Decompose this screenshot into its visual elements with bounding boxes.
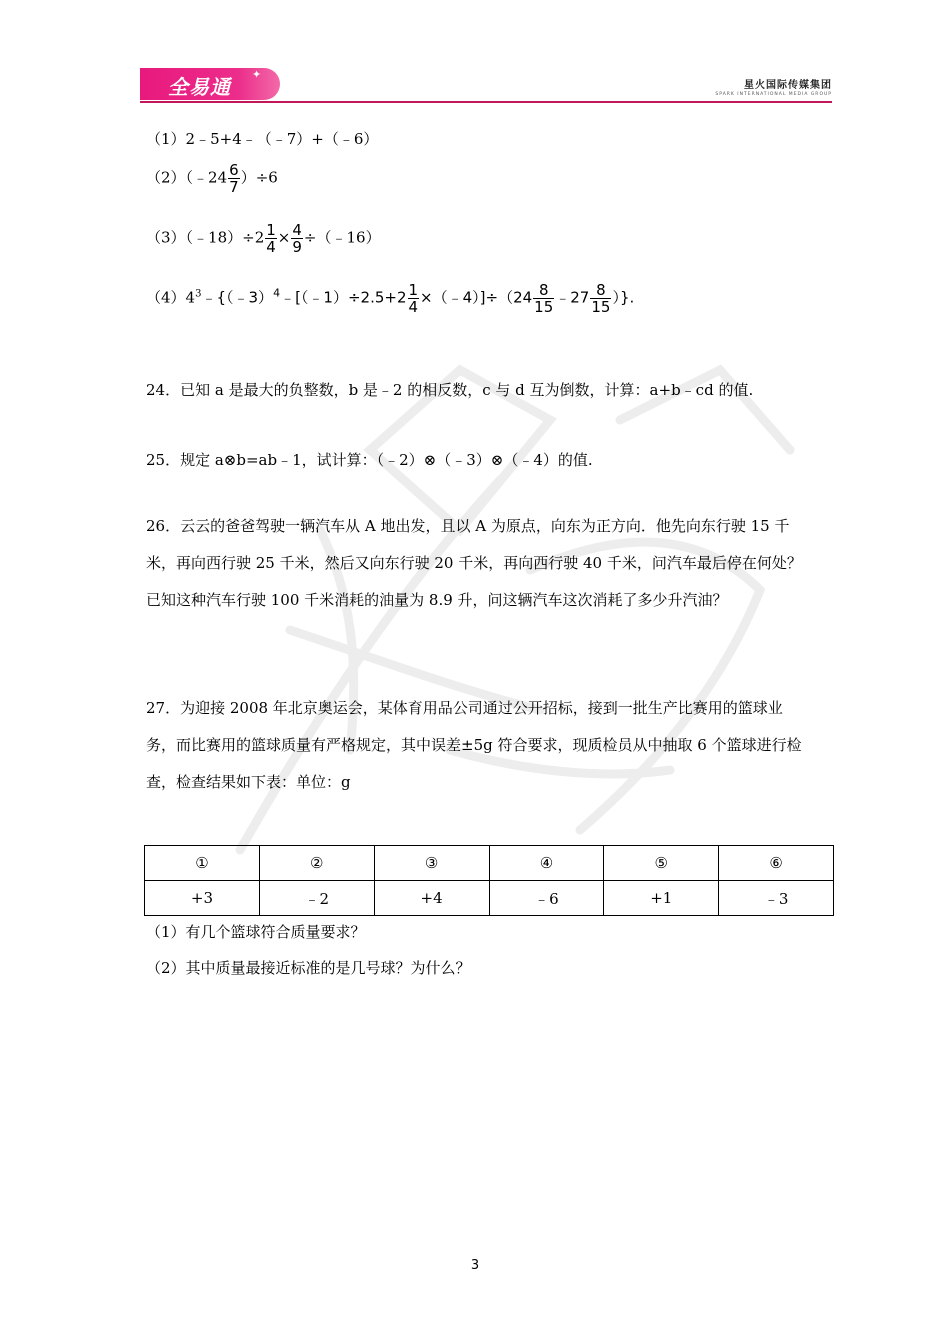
fraction <box>408 282 420 315</box>
problem-4-prefix: （4）4 <box>146 288 196 307</box>
question-27: 27．为迎接 2008 年北京奥运会，某体育用品公司通过公开招标，接到一批生产比赛用的篮球业务，而比赛用的篮球质量有严格规定，其中误差±5g 符合要求，现质检员从中抽取 6 个篮球进行检查，检查结果如下表：单位：g <box>146 699 802 791</box>
page-number: 3 <box>470 1258 480 1273</box>
numerator: 1 <box>266 221 276 239</box>
question-24: 24．已知 a 是最大的负整数，b 是﹣2 的相反数，c 与 d 互为倒数，计算：a+b﹣cd 的值. <box>146 381 754 399</box>
problem-2-suffix: ）÷6 <box>240 168 278 187</box>
fraction <box>533 282 554 315</box>
table-header-cell: ② <box>259 846 374 881</box>
problem-3-suffix: ÷（﹣16） <box>303 228 381 247</box>
header-divider <box>140 101 832 103</box>
denominator: 9 <box>292 238 302 256</box>
brand-name-cn: 星火国际传媒集团 <box>744 80 832 91</box>
table-cell: +4 <box>374 881 489 916</box>
problem-2 <box>146 162 278 195</box>
question-26: 26．云云的爸爸驾驶一辆汽车从 A 地出发，且以 A 为原点，向东为正方向．他先向东行驶 15 千米，再向西行驶 25 千米，然后又向东行驶 20 千米，再向西行驶 40 千米，问汽车最后停在何处？已知这种汽车行驶 100 千米消耗的油量为 8.9 升，问这辆汽车这次消耗了多少升汽油？ <box>146 517 802 609</box>
table-cell: +1 <box>604 881 719 916</box>
problem-4-part4: ﹣27 <box>555 288 590 307</box>
table-header-cell: ⑥ <box>719 846 834 881</box>
table-header-cell: ④ <box>489 846 604 881</box>
exponent: 4 <box>273 286 281 300</box>
problem-1: （1）2﹣5+4﹣（﹣7）+（﹣6） <box>146 130 379 148</box>
numerator: 8 <box>533 282 554 299</box>
sub-question-2: （2）其中质量最接近标准的是几号球？为什么？ <box>146 959 471 977</box>
table-row <box>145 881 834 916</box>
table-cell: ﹣2 <box>259 881 374 916</box>
logo-text: 全易通 <box>168 75 231 99</box>
denominator: 4 <box>408 298 419 316</box>
denominator: 7 <box>229 178 239 196</box>
problem-4-part2: ﹣[（﹣1）÷2.5+2 <box>280 288 407 307</box>
table-header-cell: ① <box>145 846 260 881</box>
problem-3-prefix: （3）（﹣18）÷2 <box>146 228 265 247</box>
numerator: 1 <box>408 281 419 299</box>
question-25: 25．规定 a⊗b=ab﹣1，试计算：（﹣2）⊗（﹣3）⊗（﹣4）的值. <box>146 451 593 469</box>
problem-3 <box>146 222 381 255</box>
brand-name-en: SPARK INTERNATIONAL MEDIA GROUP <box>715 92 832 97</box>
problem-4-part5: ）}. <box>612 288 635 307</box>
page-header <box>0 0 950 110</box>
fraction <box>228 162 240 195</box>
numerator: 8 <box>590 282 611 299</box>
fraction <box>265 222 277 255</box>
star-icon: ✦ <box>252 68 262 81</box>
table-header-cell: ⑤ <box>604 846 719 881</box>
table-cell: ﹣3 <box>719 881 834 916</box>
denominator: 4 <box>266 238 276 256</box>
denominator: 15 <box>534 298 554 316</box>
times-sign: × <box>277 228 291 247</box>
problem-4-part3: ×（﹣4）]÷（24 <box>420 288 533 307</box>
brand-block <box>715 76 832 97</box>
problem-4-part1: ﹣{（﹣3） <box>201 288 274 307</box>
fraction <box>291 222 303 255</box>
exponent: 3 <box>195 288 202 300</box>
results-table <box>144 845 834 916</box>
table-row <box>145 846 834 881</box>
numerator: 6 <box>229 161 239 179</box>
fraction <box>590 282 611 315</box>
sub-question-1: （1）有几个篮球符合质量要求？ <box>146 923 366 941</box>
problem-4 <box>146 282 634 315</box>
problem-2-prefix: （2）（﹣24 <box>146 168 228 187</box>
numerator: 4 <box>292 221 302 239</box>
denominator: 15 <box>591 298 611 316</box>
table-header-cell: ③ <box>374 846 489 881</box>
table-cell: +3 <box>145 881 260 916</box>
table-cell: ﹣6 <box>489 881 604 916</box>
